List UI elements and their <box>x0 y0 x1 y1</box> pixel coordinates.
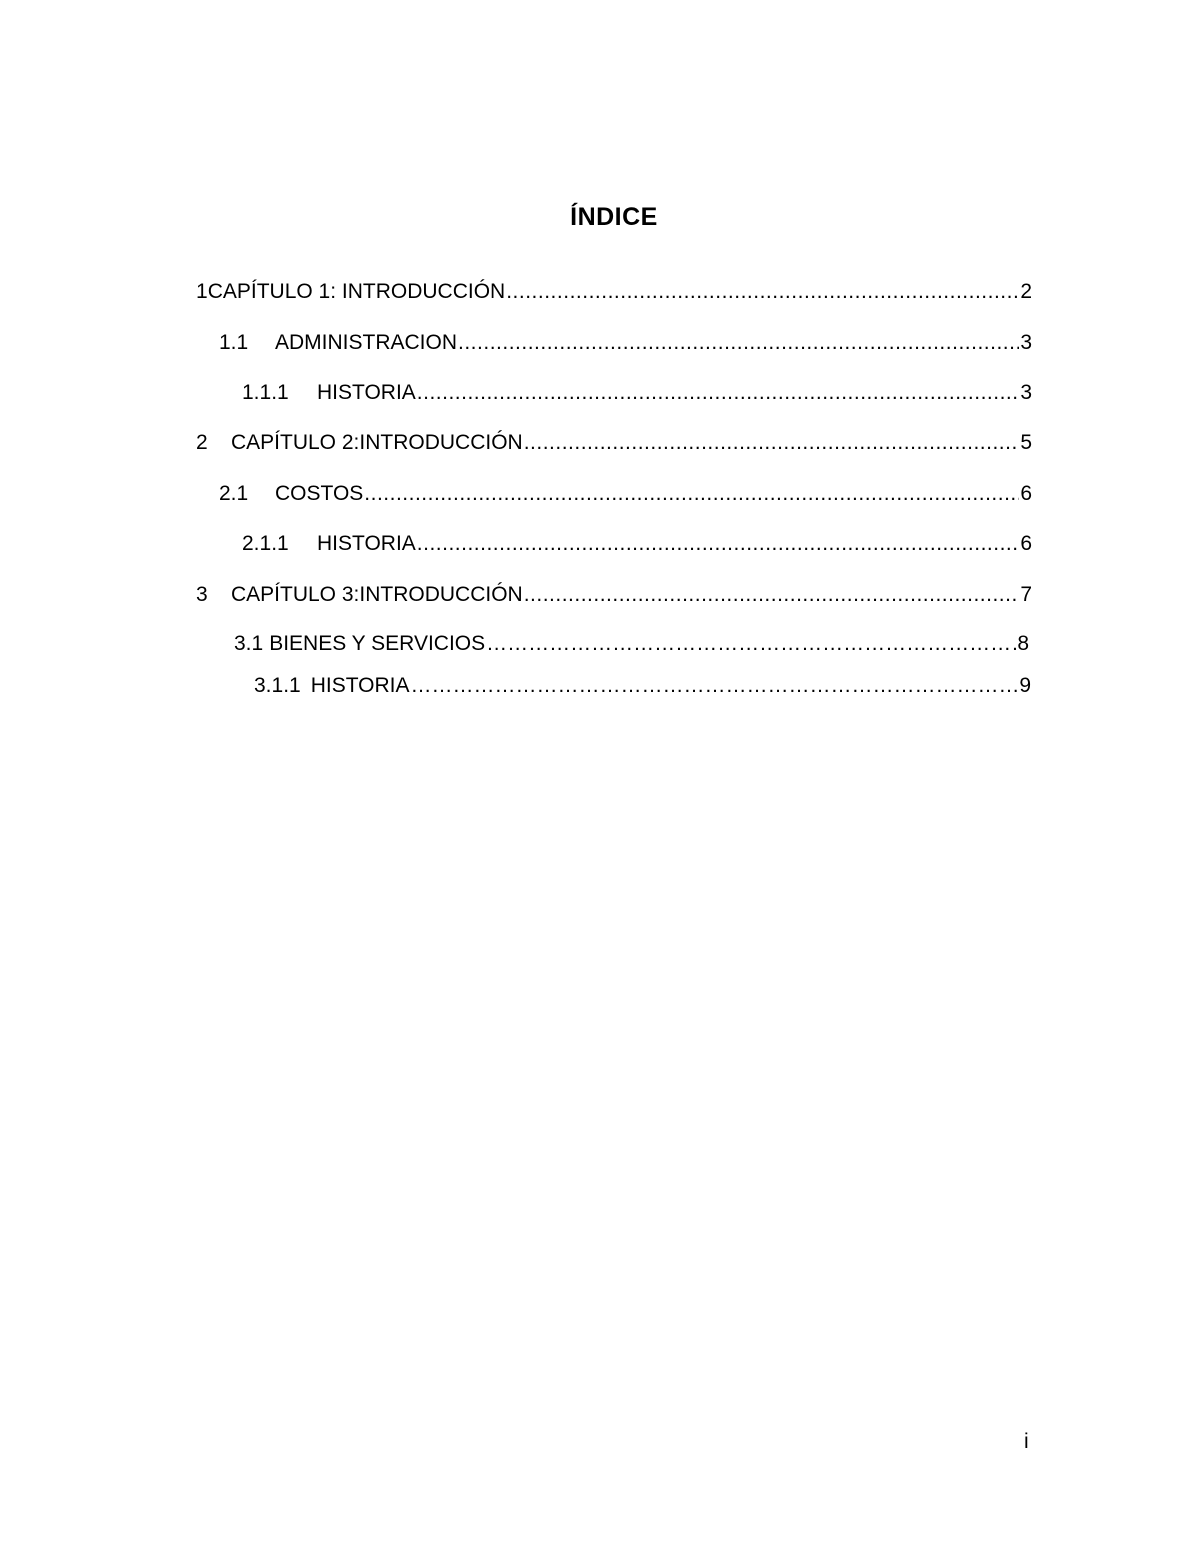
toc-entry-section-1-1[interactable] <box>219 329 1032 357</box>
toc-dot-leader <box>417 379 1020 407</box>
toc-entry-number: 2.1.1 <box>242 532 289 555</box>
toc-entry-page: 6 <box>1020 482 1032 505</box>
toc-entry-title: CAPÍTULO 1: INTRODUCCIÓN <box>207 280 506 303</box>
toc-dot-leader <box>458 329 1019 357</box>
toc-entry-title: CAPÍTULO 3:INTRODUCCIÓN <box>231 583 523 606</box>
toc-entry-chapter-1[interactable] <box>196 278 1032 306</box>
toc-entry-section-2-1-1[interactable] <box>242 530 1032 558</box>
toc-entry-number: 3 <box>196 583 208 606</box>
toc-dot-leader <box>417 530 1020 558</box>
toc-entry-number: 1 <box>196 280 208 303</box>
toc-entry-page: 3 <box>1020 331 1032 354</box>
toc-entry-page: 5 <box>1020 431 1032 454</box>
page-number: i <box>1024 1430 1029 1453</box>
toc-ellipsis-leader <box>486 630 1016 658</box>
toc-ellipsis-leader <box>411 672 1019 700</box>
toc-entry-page: 2 <box>1020 280 1032 303</box>
toc-entry-section-2-1[interactable] <box>219 480 1032 508</box>
toc-entry-page: 7 <box>1020 583 1032 606</box>
toc-entry-title: CAPÍTULO 2:INTRODUCCIÓN <box>231 431 523 454</box>
toc-entry-page: 6 <box>1020 532 1032 555</box>
toc-dot-leader <box>506 278 1019 306</box>
toc-entry-number: 2 <box>196 431 208 454</box>
toc-entry-section-1-1-1[interactable] <box>242 379 1032 407</box>
toc-entry-number: 1.1 <box>219 331 249 354</box>
toc-entry-title: ADMINISTRACION <box>275 331 458 354</box>
toc-entry-section-3-1-1[interactable] <box>254 672 1031 700</box>
toc-entry-number: 3.1.1 <box>254 674 301 697</box>
toc-dot-leader <box>524 429 1020 457</box>
toc-entry-page: 3 <box>1020 381 1032 404</box>
toc-entry-page: 8 <box>1017 632 1029 655</box>
toc-entry-title: COSTOS <box>275 482 364 505</box>
toc-entry-chapter-3[interactable] <box>196 581 1032 609</box>
toc-entry-number: 3.1 <box>234 632 264 655</box>
toc-entry-number: 2.1 <box>219 482 249 505</box>
toc-entry-number: 1.1.1 <box>242 381 289 404</box>
toc-entry-chapter-2[interactable] <box>196 429 1032 457</box>
toc-entry-title: BIENES Y SERVICIOS <box>269 632 486 655</box>
toc-entry-title: HISTORIA <box>317 532 416 555</box>
page-title: ÍNDICE <box>570 203 658 231</box>
toc-entry-page: 9 <box>1019 674 1031 697</box>
toc-entry-title: HISTORIA <box>310 674 410 697</box>
toc-entry-title: HISTORIA <box>317 381 416 404</box>
toc-dot-leader <box>524 581 1020 609</box>
toc-entry-section-3-1[interactable] <box>234 630 1029 658</box>
toc-dot-leader <box>364 480 1019 508</box>
